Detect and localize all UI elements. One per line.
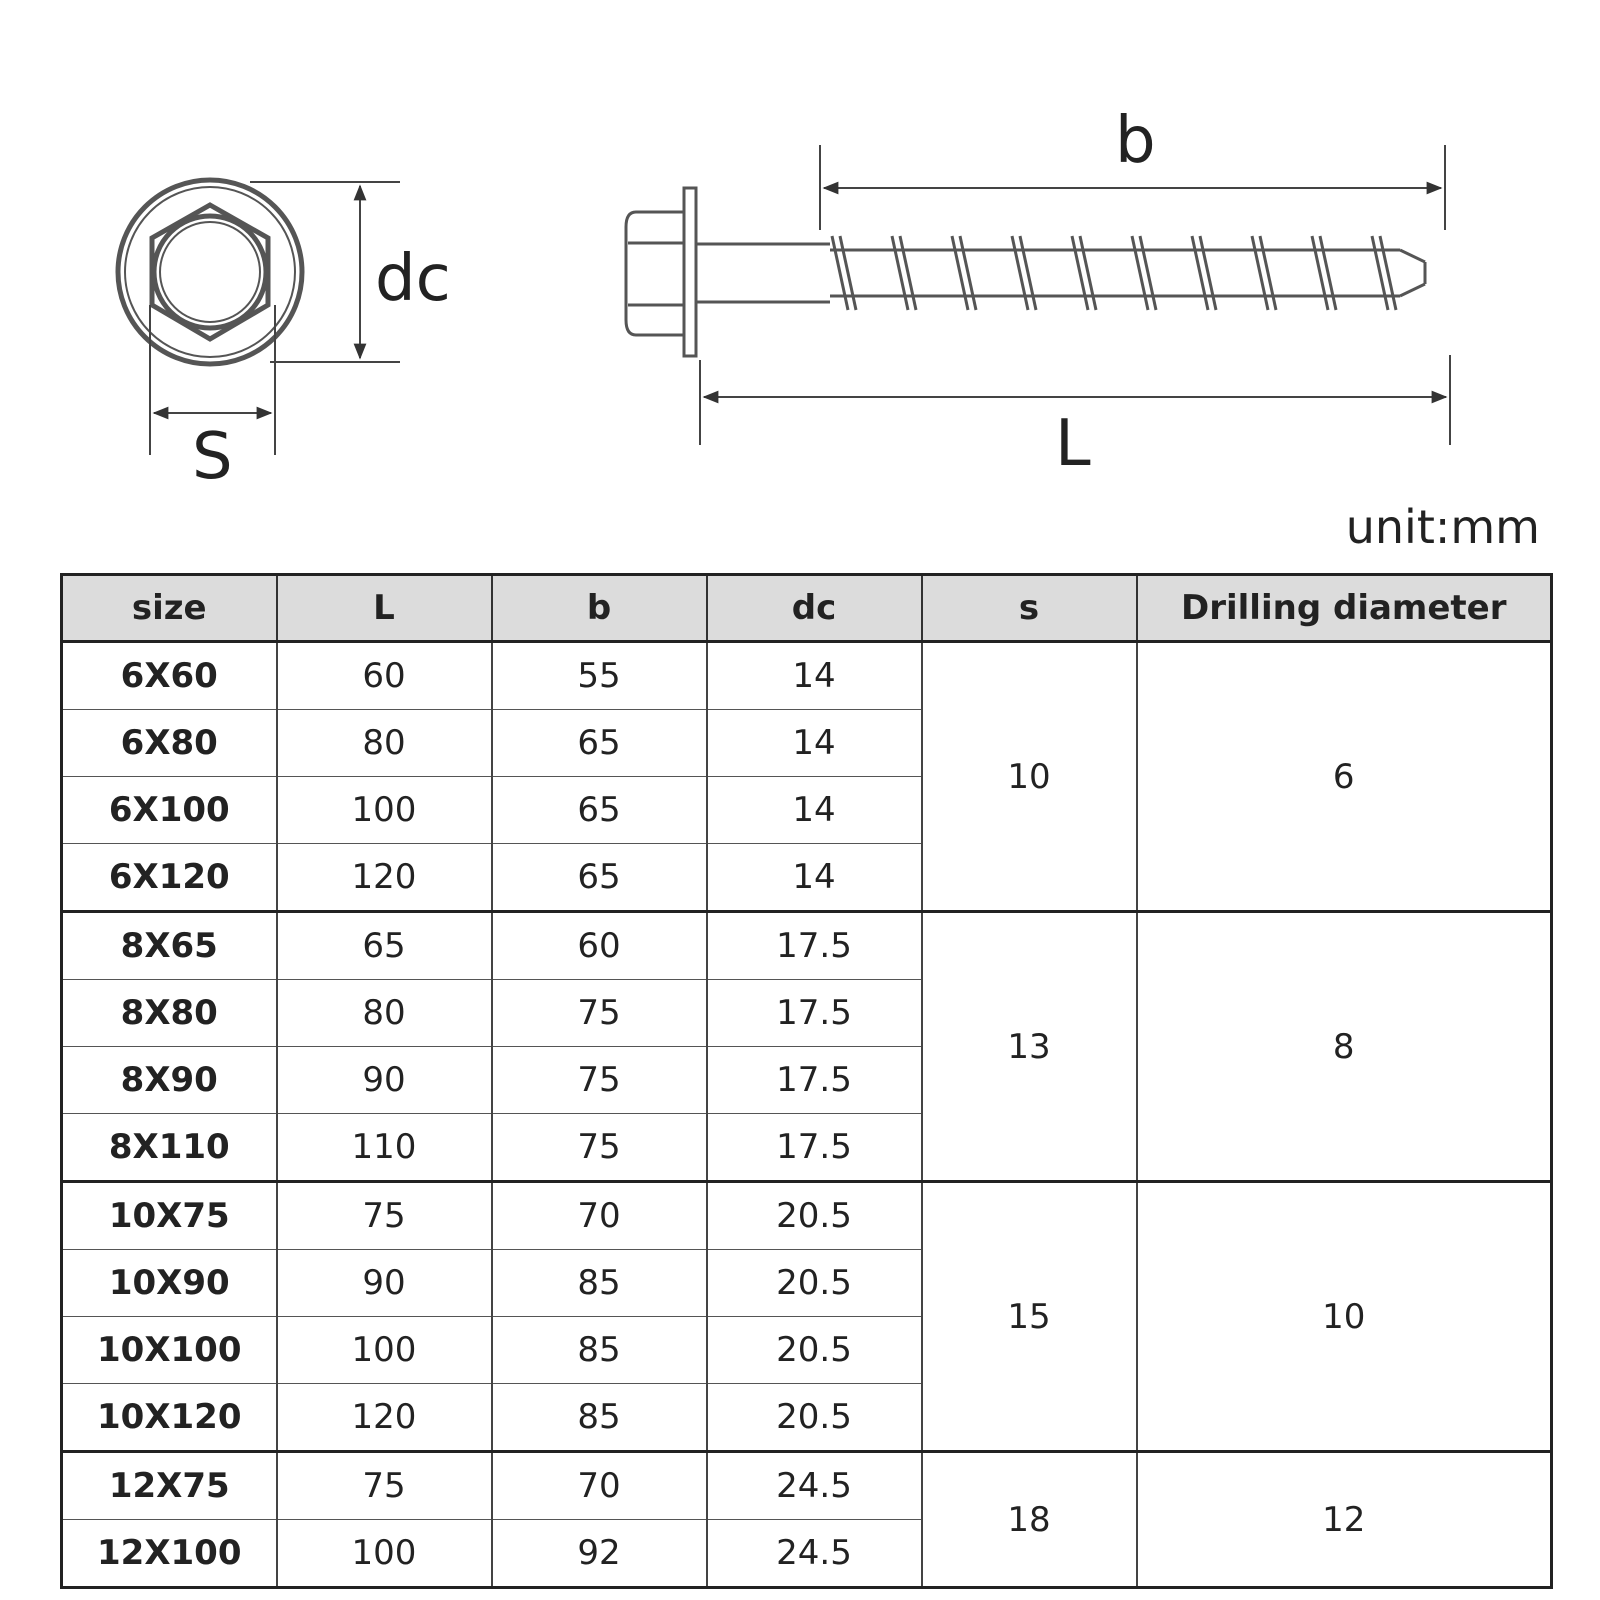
cell-dc: 24.5 bbox=[707, 1520, 922, 1588]
cell-dc: 14 bbox=[707, 642, 922, 710]
cell-b: 70 bbox=[492, 1452, 707, 1520]
cell-b: 85 bbox=[492, 1384, 707, 1452]
table-row bbox=[62, 642, 1552, 710]
cell-size: 10X120 bbox=[62, 1384, 277, 1452]
cell-drilling-diameter: 8 bbox=[1137, 912, 1552, 1182]
cell-L: 90 bbox=[277, 1250, 492, 1317]
cell-dc: 20.5 bbox=[707, 1384, 922, 1452]
cell-drilling-diameter: 12 bbox=[1137, 1452, 1552, 1588]
header-b: b bbox=[492, 575, 707, 642]
table-header-row bbox=[62, 575, 1552, 642]
cell-dc: 20.5 bbox=[707, 1182, 922, 1250]
header-s: s bbox=[922, 575, 1137, 642]
table-body bbox=[62, 642, 1552, 1588]
unit-label: unit:mm bbox=[1345, 500, 1540, 554]
cell-b: 65 bbox=[492, 710, 707, 777]
cell-s: 15 bbox=[922, 1182, 1137, 1452]
cell-L: 75 bbox=[277, 1182, 492, 1250]
header-L: L bbox=[277, 575, 492, 642]
header-size: size bbox=[62, 575, 277, 642]
cell-dc: 17.5 bbox=[707, 980, 922, 1047]
cell-dc: 17.5 bbox=[707, 912, 922, 980]
cell-b: 75 bbox=[492, 980, 707, 1047]
spec-table bbox=[60, 573, 1553, 1589]
cell-size: 8X90 bbox=[62, 1047, 277, 1114]
cell-drilling-diameter: 6 bbox=[1137, 642, 1552, 912]
cell-dc: 14 bbox=[707, 777, 922, 844]
screw-diagram bbox=[0, 0, 1600, 510]
cell-b: 65 bbox=[492, 777, 707, 844]
cell-b: 85 bbox=[492, 1250, 707, 1317]
table-row bbox=[62, 912, 1552, 980]
cell-size: 10X100 bbox=[62, 1317, 277, 1384]
cell-L: 90 bbox=[277, 1047, 492, 1114]
cell-s: 18 bbox=[922, 1452, 1137, 1588]
cell-dc: 24.5 bbox=[707, 1452, 922, 1520]
cell-s: 10 bbox=[922, 642, 1137, 912]
cell-b: 75 bbox=[492, 1114, 707, 1182]
cell-L: 110 bbox=[277, 1114, 492, 1182]
cell-L: 100 bbox=[277, 1317, 492, 1384]
cell-size: 10X75 bbox=[62, 1182, 277, 1250]
cell-size: 6X80 bbox=[62, 710, 277, 777]
cell-L: 120 bbox=[277, 1384, 492, 1452]
cell-drilling-diameter: 10 bbox=[1137, 1182, 1552, 1452]
table-row bbox=[62, 1182, 1552, 1250]
cell-L: 65 bbox=[277, 912, 492, 980]
cell-size: 6X60 bbox=[62, 642, 277, 710]
cell-b: 92 bbox=[492, 1520, 707, 1588]
header-drilling-diameter: Drilling diameter bbox=[1137, 575, 1552, 642]
cell-size: 10X90 bbox=[62, 1250, 277, 1317]
cell-size: 8X65 bbox=[62, 912, 277, 980]
cell-L: 80 bbox=[277, 980, 492, 1047]
cell-size: 6X120 bbox=[62, 844, 277, 912]
cell-dc: 20.5 bbox=[707, 1250, 922, 1317]
s-label: S bbox=[192, 420, 233, 494]
cell-L: 100 bbox=[277, 1520, 492, 1588]
header-dc: dc bbox=[707, 575, 922, 642]
L-label: L bbox=[1055, 407, 1091, 481]
dc-label: dc bbox=[375, 242, 451, 316]
cell-L: 120 bbox=[277, 844, 492, 912]
cell-L: 75 bbox=[277, 1452, 492, 1520]
cell-size: 8X110 bbox=[62, 1114, 277, 1182]
cell-size: 8X80 bbox=[62, 980, 277, 1047]
cell-dc: 14 bbox=[707, 710, 922, 777]
cell-L: 100 bbox=[277, 777, 492, 844]
cell-b: 65 bbox=[492, 844, 707, 912]
cell-dc: 17.5 bbox=[707, 1114, 922, 1182]
cell-b: 60 bbox=[492, 912, 707, 980]
cell-b: 85 bbox=[492, 1317, 707, 1384]
cell-size: 12X100 bbox=[62, 1520, 277, 1588]
cell-dc: 14 bbox=[707, 844, 922, 912]
cell-b: 75 bbox=[492, 1047, 707, 1114]
cell-s: 13 bbox=[922, 912, 1137, 1182]
cell-L: 60 bbox=[277, 642, 492, 710]
cell-L: 80 bbox=[277, 710, 492, 777]
cell-dc: 17.5 bbox=[707, 1047, 922, 1114]
cell-b: 70 bbox=[492, 1182, 707, 1250]
cell-size: 12X75 bbox=[62, 1452, 277, 1520]
b-label: b bbox=[1115, 104, 1156, 178]
table-row bbox=[62, 1452, 1552, 1520]
cell-b: 55 bbox=[492, 642, 707, 710]
screw-side-view bbox=[626, 188, 1425, 356]
cell-size: 6X100 bbox=[62, 777, 277, 844]
cell-dc: 20.5 bbox=[707, 1317, 922, 1384]
